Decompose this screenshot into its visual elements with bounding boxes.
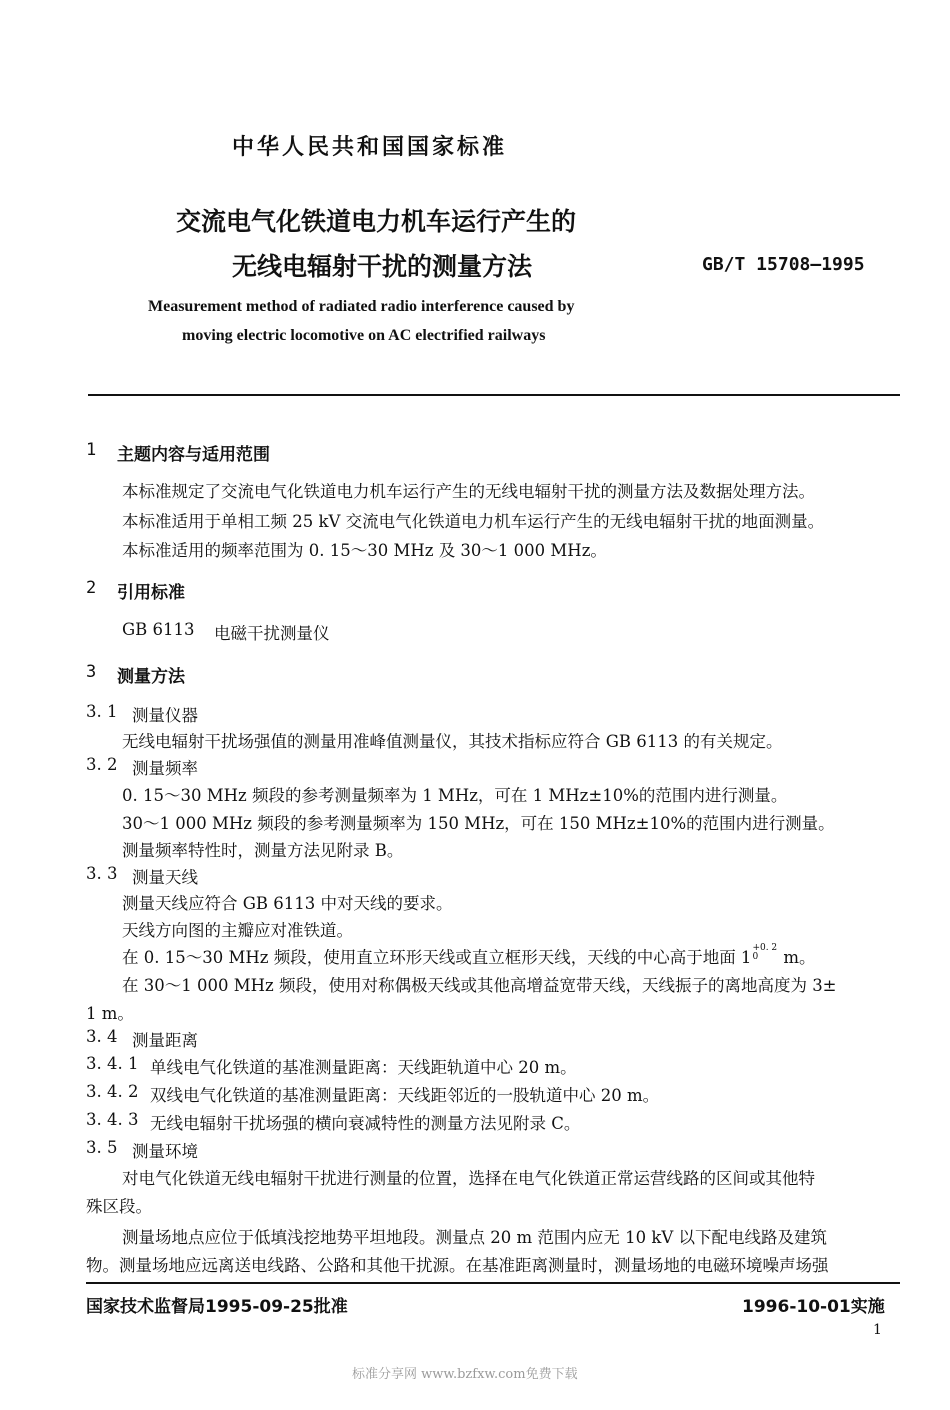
section-1-paragraph-1: 本标准规定了交流电气化铁道电力机车运行产生的无线电辐射干扰的测量方法及数据处理方法。 [122,482,815,501]
subsection-3-2-paragraph-1: 0. 15～30 MHz 频段的参考测量频率为 1 MHz，可在 1 MHz±10%的范围内进行测量。 [122,786,788,805]
effective-date: 1996-10-01实施 [742,1297,885,1317]
subsection-3-3-paragraph-2: 天线方向图的主瓣应对准铁道。 [122,921,353,940]
clause-3-4-2-number: 3. 4. 2 [86,1082,139,1101]
reference-code: GB 6113 [122,620,195,639]
org-line: 中华人民共和国国家标准 [232,135,508,160]
clause-3-4-2-text: 双线电气化铁道的基准测量距离：天线距邻近的一股轨道中心 20 m。 [150,1086,660,1105]
antenna-height-unit: m。 [778,948,816,967]
footer-divider [86,1282,900,1284]
subsection-3-3-title: 测量天线 [132,868,198,887]
subsection-3-1-number: 3. 1 [86,702,118,721]
subsection-3-1-title: 测量仪器 [132,706,198,725]
subsection-3-1-paragraph: 无线电辐射干扰场强值的测量用准峰值测量仪，其技术指标应符合 GB 6113 的有关规定。 [122,732,783,751]
subsection-3-5-title: 测量环境 [132,1142,198,1161]
subsection-3-2-title: 测量频率 [132,759,198,778]
english-title-line-1: Measurement method of radiated radio interference caused by [148,298,575,315]
subsection-3-5-paragraph-2a: 测量场地点应位于低填浅挖地势平坦地段。测量点 20 m 范围内应无 10 kV 以下配电线路及建筑 [122,1228,828,1247]
subsection-3-3-paragraph-4a: 在 30～1 000 MHz 频段，使用对称偶极天线或其他高增益宽带天线，天线振子的离地高度为 3± [122,976,837,995]
standard-number: GB/T 15708—1995 [702,254,865,275]
clause-3-4-3-text: 无线电辐射干扰场强的横向衰减特性的测量方法见附录 C。 [150,1114,581,1133]
height-tolerance [752,944,777,962]
page-number: 1 [873,1322,882,1338]
antenna-height-text: 在 0. 15～30 MHz 频段，使用直立环形天线或直立框形天线，天线的中心高于地面 1 [122,948,752,967]
subsection-3-3-paragraph-4b: 1 m。 [86,1004,134,1023]
subsection-3-2-number: 3. 2 [86,755,118,774]
height-tolerance-upper: +0. 2 [752,943,778,953]
section-3-title: 测量方法 [117,667,185,687]
header-divider [88,394,900,396]
subsection-3-3-paragraph-1: 测量天线应符合 GB 6113 中对天线的要求。 [122,894,453,913]
section-3-number: 3 [86,662,97,682]
section-1-title: 主题内容与适用范围 [117,445,270,465]
clause-3-4-1-number: 3. 4. 1 [86,1054,139,1073]
subsection-3-3-paragraph-3 [122,944,816,968]
height-tolerance-lower: 0 [752,952,759,962]
subsection-3-2-paragraph-3: 测量频率特性时，测量方法见附录 B。 [122,841,404,860]
subsection-3-5-number: 3. 5 [86,1138,118,1157]
subsection-3-5-paragraph-2b: 物。测量场地应远离送电线路、公路和其他干扰源。在基准距离测量时，测量场地的电磁环境噪声场强 [86,1256,829,1275]
subsection-3-4-title: 测量距离 [132,1031,198,1050]
subsection-3-4-number: 3. 4 [86,1027,118,1046]
section-1-paragraph-3: 本标准适用的频率范围为 0. 15～30 MHz 及 30～1 000 MHz。 [122,541,607,560]
title-line-2: 无线电辐射干扰的测量方法 [232,252,533,281]
english-title-line-2: moving electric locomotive on AC electrified railways [182,327,546,344]
subsection-3-2-paragraph-2: 30～1 000 MHz 频段的参考测量频率为 150 MHz，可在 150 MHz±10%的范围内进行测量。 [122,814,835,833]
subsection-3-5-paragraph-1b: 殊区段。 [86,1197,152,1216]
subsection-3-3-number: 3. 3 [86,864,118,883]
clause-3-4-3-number: 3. 4. 3 [86,1110,139,1129]
clause-3-4-1-text: 单线电气化铁道的基准测量距离：天线距轨道中心 20 m。 [150,1058,577,1077]
section-1-paragraph-2: 本标准适用于单相工频 25 kV 交流电气化铁道电力机车运行产生的无线电辐射干扰的地面测量。 [122,512,825,531]
section-2-number: 2 [86,578,97,598]
watermark: 标准分享网 www.bzfxw.com免费下载 [352,1367,578,1382]
section-1-number: 1 [86,440,97,460]
subsection-3-5-paragraph-1a: 对电气化铁道无线电辐射干扰进行测量的位置，选择在电气化铁道正常运营线路的区间或其他特 [122,1169,815,1188]
reference-title: 电磁干扰测量仪 [214,624,330,643]
title-line-1: 交流电气化铁道电力机车运行产生的 [176,207,577,236]
section-2-title: 引用标准 [117,583,185,603]
approval-line: 国家技术监督局1995-09-25批准 [86,1297,348,1317]
